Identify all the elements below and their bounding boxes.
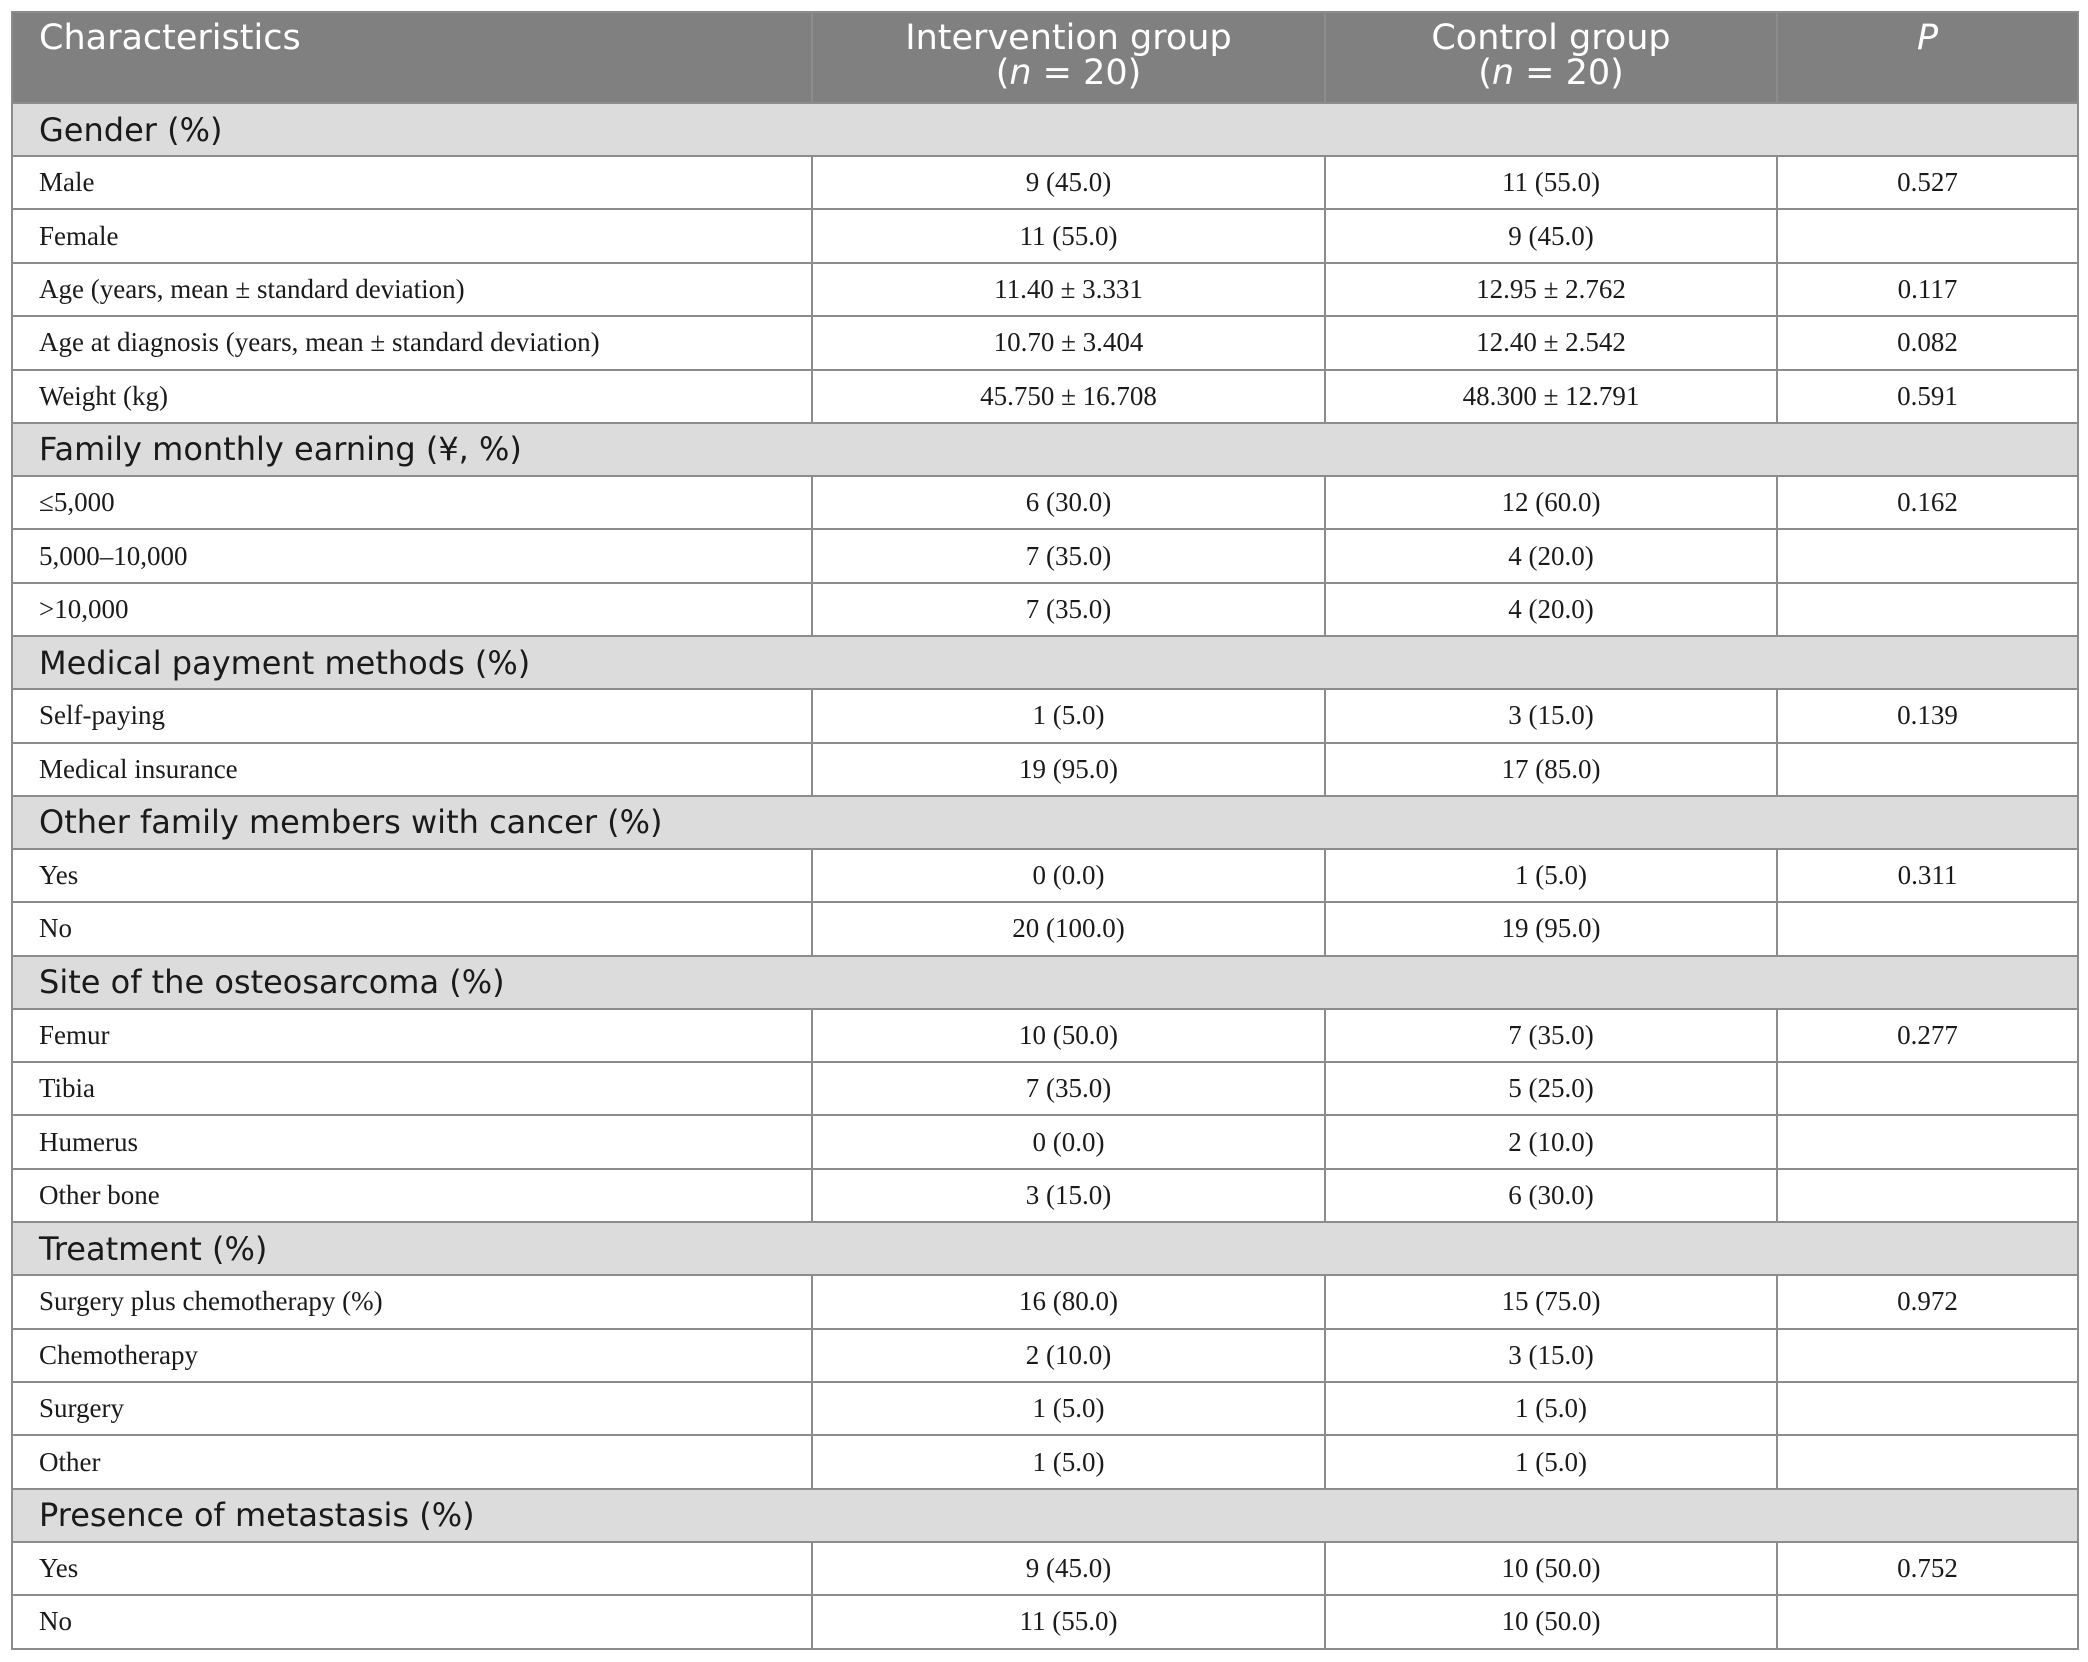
table-header xyxy=(12,12,2078,103)
table-row xyxy=(12,1382,2078,1435)
intervention-value: 9 (45.0) xyxy=(812,1542,1325,1595)
header-p-value: P xyxy=(1777,12,2078,103)
row-label: No xyxy=(12,902,812,955)
section-label: Treatment (%) xyxy=(12,1222,2078,1275)
p-value xyxy=(1777,1595,2078,1648)
section-row xyxy=(12,956,2078,1009)
control-value: 48.300 ± 12.791 xyxy=(1325,370,1777,423)
table-row xyxy=(12,583,2078,636)
control-value: 1 (5.0) xyxy=(1325,1382,1777,1435)
row-label: Yes xyxy=(12,1542,812,1595)
intervention-value: 7 (35.0) xyxy=(812,583,1325,636)
table-row xyxy=(12,1009,2078,1062)
row-label: ≤5,000 xyxy=(12,476,812,529)
p-value: 0.311 xyxy=(1777,849,2078,902)
section-label: Presence of metastasis (%) xyxy=(12,1489,2078,1542)
table-row xyxy=(12,743,2078,796)
control-value: 11 (55.0) xyxy=(1325,156,1777,209)
section-row xyxy=(12,103,2078,156)
intervention-value: 2 (10.0) xyxy=(812,1329,1325,1382)
section-label: Gender (%) xyxy=(12,103,2078,156)
control-value: 12 (60.0) xyxy=(1325,476,1777,529)
control-value: 1 (5.0) xyxy=(1325,1435,1777,1488)
control-value: 12.40 ± 2.542 xyxy=(1325,316,1777,369)
row-label: No xyxy=(12,1595,812,1648)
section-label: Site of the osteosarcoma (%) xyxy=(12,956,2078,1009)
control-value: 4 (20.0) xyxy=(1325,529,1777,582)
table-row xyxy=(12,476,2078,529)
p-value xyxy=(1777,1169,2078,1222)
control-value: 3 (15.0) xyxy=(1325,689,1777,742)
intervention-value: 45.750 ± 16.708 xyxy=(812,370,1325,423)
intervention-value: 0 (0.0) xyxy=(812,1115,1325,1168)
characteristics-table xyxy=(11,11,2079,1650)
control-value: 6 (30.0) xyxy=(1325,1169,1777,1222)
section-row xyxy=(12,1489,2078,1542)
row-label: Age (years, mean ± standard deviation) xyxy=(12,263,812,316)
row-label: Surgery xyxy=(12,1382,812,1435)
section-row xyxy=(12,1222,2078,1275)
p-value xyxy=(1777,1435,2078,1488)
row-label: Other xyxy=(12,1435,812,1488)
table-row xyxy=(12,316,2078,369)
p-value: 0.162 xyxy=(1777,476,2078,529)
p-value xyxy=(1777,1329,2078,1382)
intervention-value: 10.70 ± 3.404 xyxy=(812,316,1325,369)
p-value xyxy=(1777,1115,2078,1168)
p-value: 0.972 xyxy=(1777,1275,2078,1328)
header-row xyxy=(12,12,2078,103)
table-row xyxy=(12,209,2078,262)
p-value xyxy=(1777,583,2078,636)
header-intervention-group xyxy=(812,12,1325,103)
control-value: 9 (45.0) xyxy=(1325,209,1777,262)
section-row xyxy=(12,796,2078,849)
header-control-label: Control group xyxy=(1431,18,1671,58)
p-value: 0.277 xyxy=(1777,1009,2078,1062)
row-label: 5,000–10,000 xyxy=(12,529,812,582)
row-label: >10,000 xyxy=(12,583,812,636)
row-label: Surgery plus chemotherapy (%) xyxy=(12,1275,812,1328)
control-value: 15 (75.0) xyxy=(1325,1275,1777,1328)
control-value: 5 (25.0) xyxy=(1325,1062,1777,1115)
table-row xyxy=(12,1542,2078,1595)
section-label: Other family members with cancer (%) xyxy=(12,796,2078,849)
table-row xyxy=(12,689,2078,742)
p-value xyxy=(1777,902,2078,955)
header-control-group xyxy=(1325,12,1777,103)
p-value xyxy=(1777,209,2078,262)
control-value: 4 (20.0) xyxy=(1325,583,1777,636)
p-value: 0.139 xyxy=(1777,689,2078,742)
row-label: Age at diagnosis (years, mean ± standard deviation) xyxy=(12,316,812,369)
intervention-value: 1 (5.0) xyxy=(812,1382,1325,1435)
table-row xyxy=(12,1115,2078,1168)
table-row xyxy=(12,1062,2078,1115)
section-label: Medical payment methods (%) xyxy=(12,636,2078,689)
intervention-value: 20 (100.0) xyxy=(812,902,1325,955)
p-value xyxy=(1777,1382,2078,1435)
header-intervention-label: Intervention group xyxy=(905,18,1232,58)
table-row xyxy=(12,370,2078,423)
intervention-value: 16 (80.0) xyxy=(812,1275,1325,1328)
table-row xyxy=(12,1275,2078,1328)
intervention-value: 11 (55.0) xyxy=(812,1595,1325,1648)
intervention-value: 19 (95.0) xyxy=(812,743,1325,796)
header-intervention-n: (n = 20) xyxy=(995,53,1142,93)
table-row xyxy=(12,156,2078,209)
control-value: 12.95 ± 2.762 xyxy=(1325,263,1777,316)
header-control-n: (n = 20) xyxy=(1478,53,1624,93)
table-row xyxy=(12,1435,2078,1488)
section-row xyxy=(12,636,2078,689)
p-value xyxy=(1777,529,2078,582)
intervention-value: 10 (50.0) xyxy=(812,1009,1325,1062)
row-label: Humerus xyxy=(12,1115,812,1168)
row-label: Weight (kg) xyxy=(12,370,812,423)
row-label: Other bone xyxy=(12,1169,812,1222)
row-label: Chemotherapy xyxy=(12,1329,812,1382)
p-value: 0.082 xyxy=(1777,316,2078,369)
table-row xyxy=(12,263,2078,316)
intervention-value: 7 (35.0) xyxy=(812,529,1325,582)
p-value: 0.591 xyxy=(1777,370,2078,423)
intervention-value: 9 (45.0) xyxy=(812,156,1325,209)
intervention-value: 1 (5.0) xyxy=(812,1435,1325,1488)
p-value xyxy=(1777,1062,2078,1115)
intervention-value: 6 (30.0) xyxy=(812,476,1325,529)
table-body xyxy=(12,103,2078,1649)
control-value: 7 (35.0) xyxy=(1325,1009,1777,1062)
section-row xyxy=(12,423,2078,476)
p-value: 0.752 xyxy=(1777,1542,2078,1595)
control-value: 10 (50.0) xyxy=(1325,1542,1777,1595)
table-row xyxy=(12,529,2078,582)
header-characteristics: Characteristics xyxy=(12,12,812,103)
section-label: Family monthly earning (¥, %) xyxy=(12,423,2078,476)
control-value: 10 (50.0) xyxy=(1325,1595,1777,1648)
table-row xyxy=(12,1169,2078,1222)
p-value: 0.117 xyxy=(1777,263,2078,316)
row-label: Self-paying xyxy=(12,689,812,742)
intervention-value: 0 (0.0) xyxy=(812,849,1325,902)
control-value: 19 (95.0) xyxy=(1325,902,1777,955)
control-value: 2 (10.0) xyxy=(1325,1115,1777,1168)
p-value: 0.527 xyxy=(1777,156,2078,209)
table-row xyxy=(12,1595,2078,1648)
control-value: 1 (5.0) xyxy=(1325,849,1777,902)
table-row xyxy=(12,902,2078,955)
table-row xyxy=(12,849,2078,902)
row-label: Medical insurance xyxy=(12,743,812,796)
intervention-value: 3 (15.0) xyxy=(812,1169,1325,1222)
control-value: 17 (85.0) xyxy=(1325,743,1777,796)
control-value: 3 (15.0) xyxy=(1325,1329,1777,1382)
intervention-value: 11 (55.0) xyxy=(812,209,1325,262)
row-label: Femur xyxy=(12,1009,812,1062)
intervention-value: 7 (35.0) xyxy=(812,1062,1325,1115)
intervention-value: 11.40 ± 3.331 xyxy=(812,263,1325,316)
row-label: Tibia xyxy=(12,1062,812,1115)
p-value xyxy=(1777,743,2078,796)
row-label: Male xyxy=(12,156,812,209)
row-label: Female xyxy=(12,209,812,262)
row-label: Yes xyxy=(12,849,812,902)
table-row xyxy=(12,1329,2078,1382)
intervention-value: 1 (5.0) xyxy=(812,689,1325,742)
